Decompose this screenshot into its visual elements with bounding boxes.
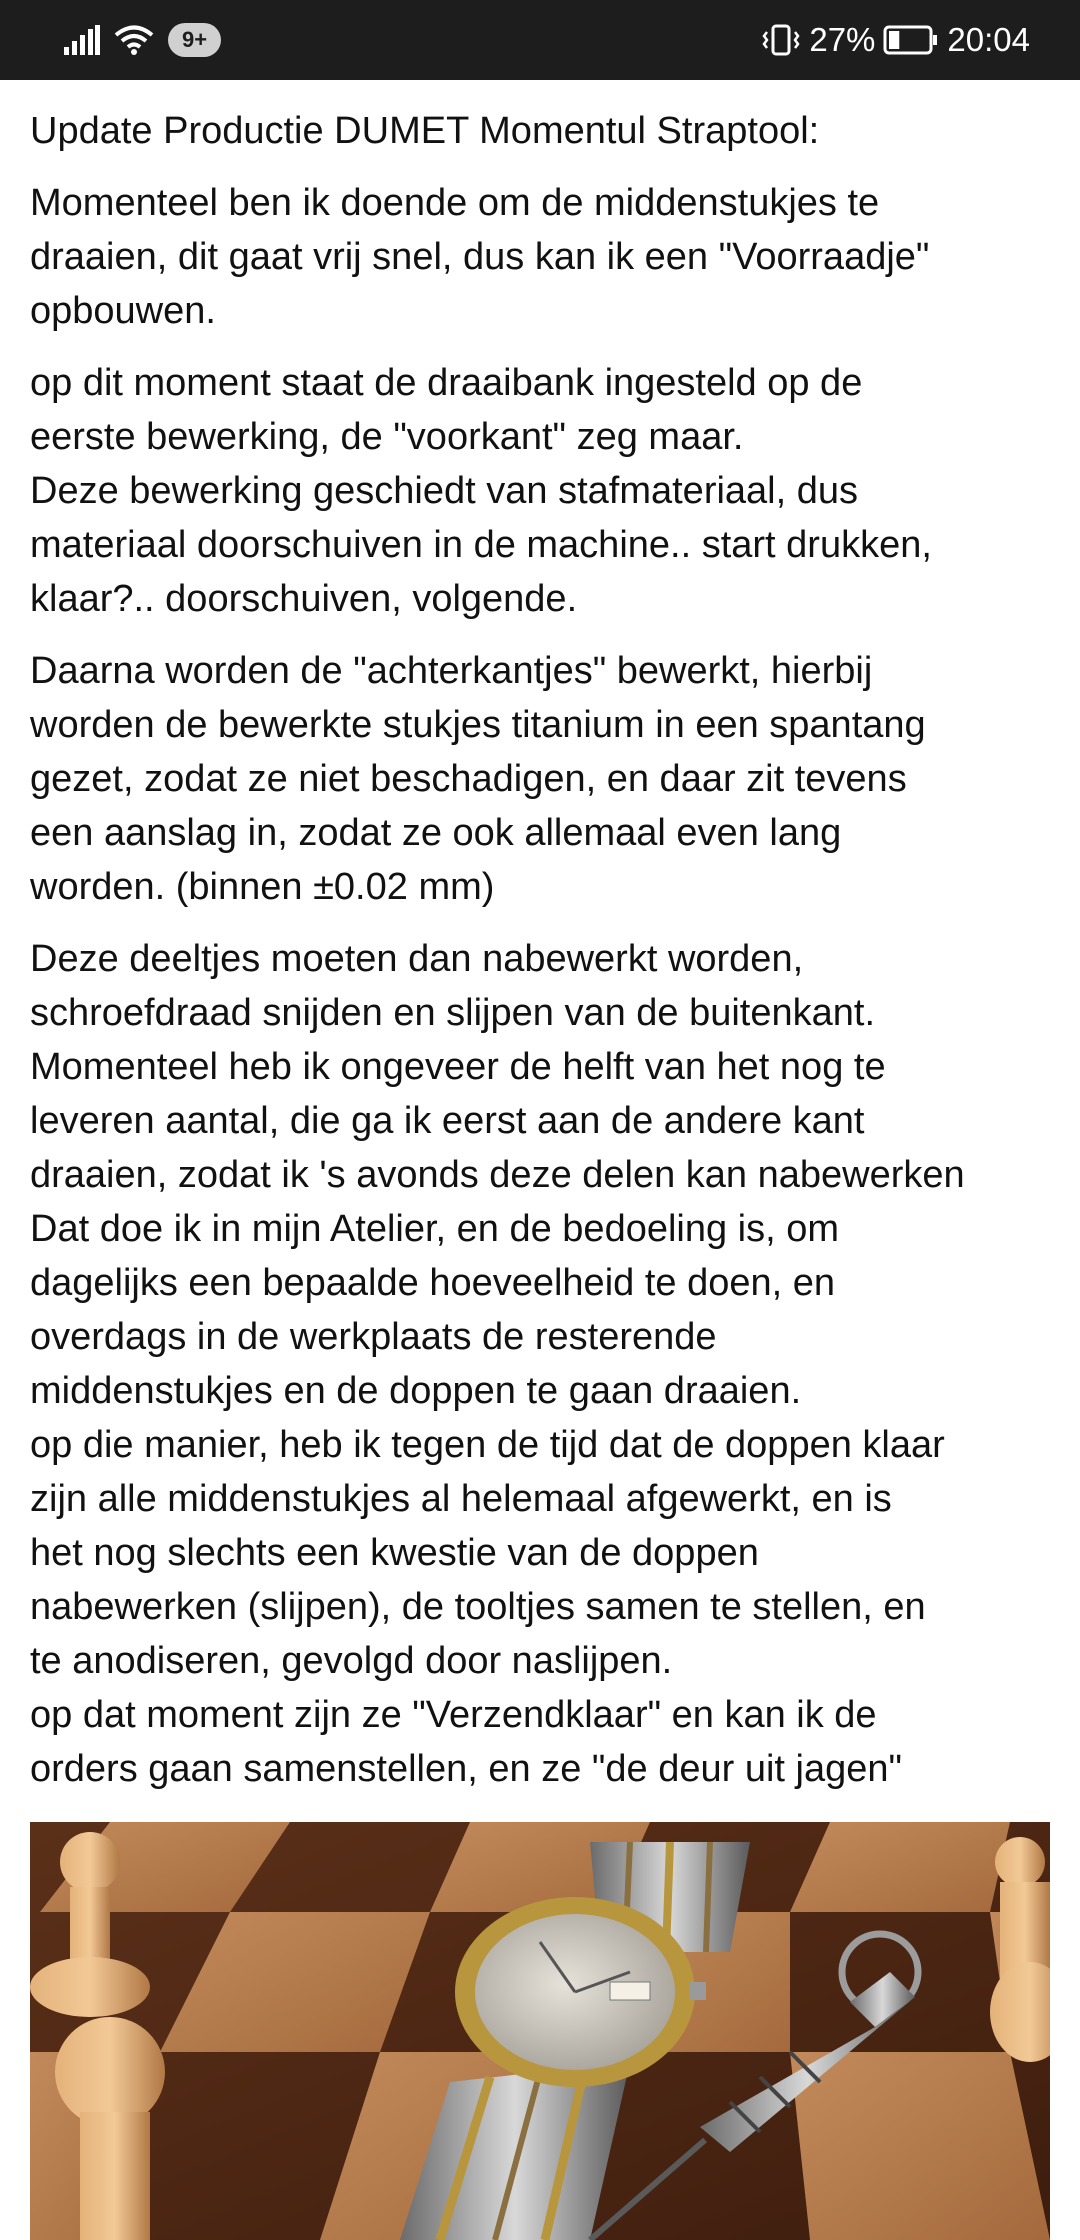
signal-icon bbox=[64, 25, 100, 55]
post-paragraph: Momenteel ben ik doende om de middenstukjes te draaien, dit gaat vrij snel, dus kan ik een "Voorraadje" opbouwen. bbox=[30, 182, 930, 332]
status-bar bbox=[0, 0, 1080, 80]
post-paragraph: Daarna worden de "achterkantjes" bewerkt, hierbij worden de bewerkte stukjes titanium in een spantang gezet, zodat ze niet beschadigen, en daar zit tevens een aanslag in, zodat ze ook allemaal even lang worden. (binnen ±0.02 mm) bbox=[30, 650, 926, 908]
clock-time: 20:04 bbox=[947, 21, 1030, 58]
post-paragraph: Deze deeltjes moeten dan nabewerkt worden, schroefdraad snijden en slijpen van de buitenkant. Momenteel heb ik ongeveer de helft van het nog te leveren aantal, die ga ik eerst aan de andere kant draaien, zodat ik 's avonds deze delen kan nabewerken Dat doe ik in mijn Atelier, en de bedoeling is, om dagelijks een bepaalde hoeveelheid te doen, en overdags in de werkplaats de resterende middenstukjes en de doppen te gaan draaien. op die manier, heb ik tegen de tijd dat de doppen klaar zijn alle middenstukjes al helemaal afgewerkt, en is het nog slechts een kwestie van de doppen nabewerken (slijpen), de tooltjes samen te stellen, en te anodiseren, gevolgd door naslijpen. op dat moment zijn ze "Verzendklaar" en kan ik de orders gaan samenstellen, en ze "de deur uit jagen" bbox=[30, 938, 965, 1790]
battery-percent: 27% bbox=[809, 21, 876, 58]
post-title: Update Productie DUMET Momentul Straptool: bbox=[30, 110, 820, 152]
vibrate-icon bbox=[761, 23, 801, 57]
battery-icon bbox=[883, 25, 939, 55]
post-photo[interactable] bbox=[30, 1822, 1050, 2240]
post-paragraph: op dit moment staat de draaibank ingesteld op de eerste bewerking, de "voorkant" zeg maar. Deze bewerking geschiedt van stafmateriaal, dus materiaal doorschuiven in de machine.. start drukken, klaar?.. doorschuiven, volgende. bbox=[30, 362, 932, 620]
status-right-group bbox=[761, 18, 1030, 62]
status-left-group bbox=[64, 18, 221, 62]
post-content bbox=[30, 80, 1050, 1796]
notification-badge: 9+ bbox=[168, 23, 221, 57]
wifi-icon bbox=[114, 24, 154, 56]
